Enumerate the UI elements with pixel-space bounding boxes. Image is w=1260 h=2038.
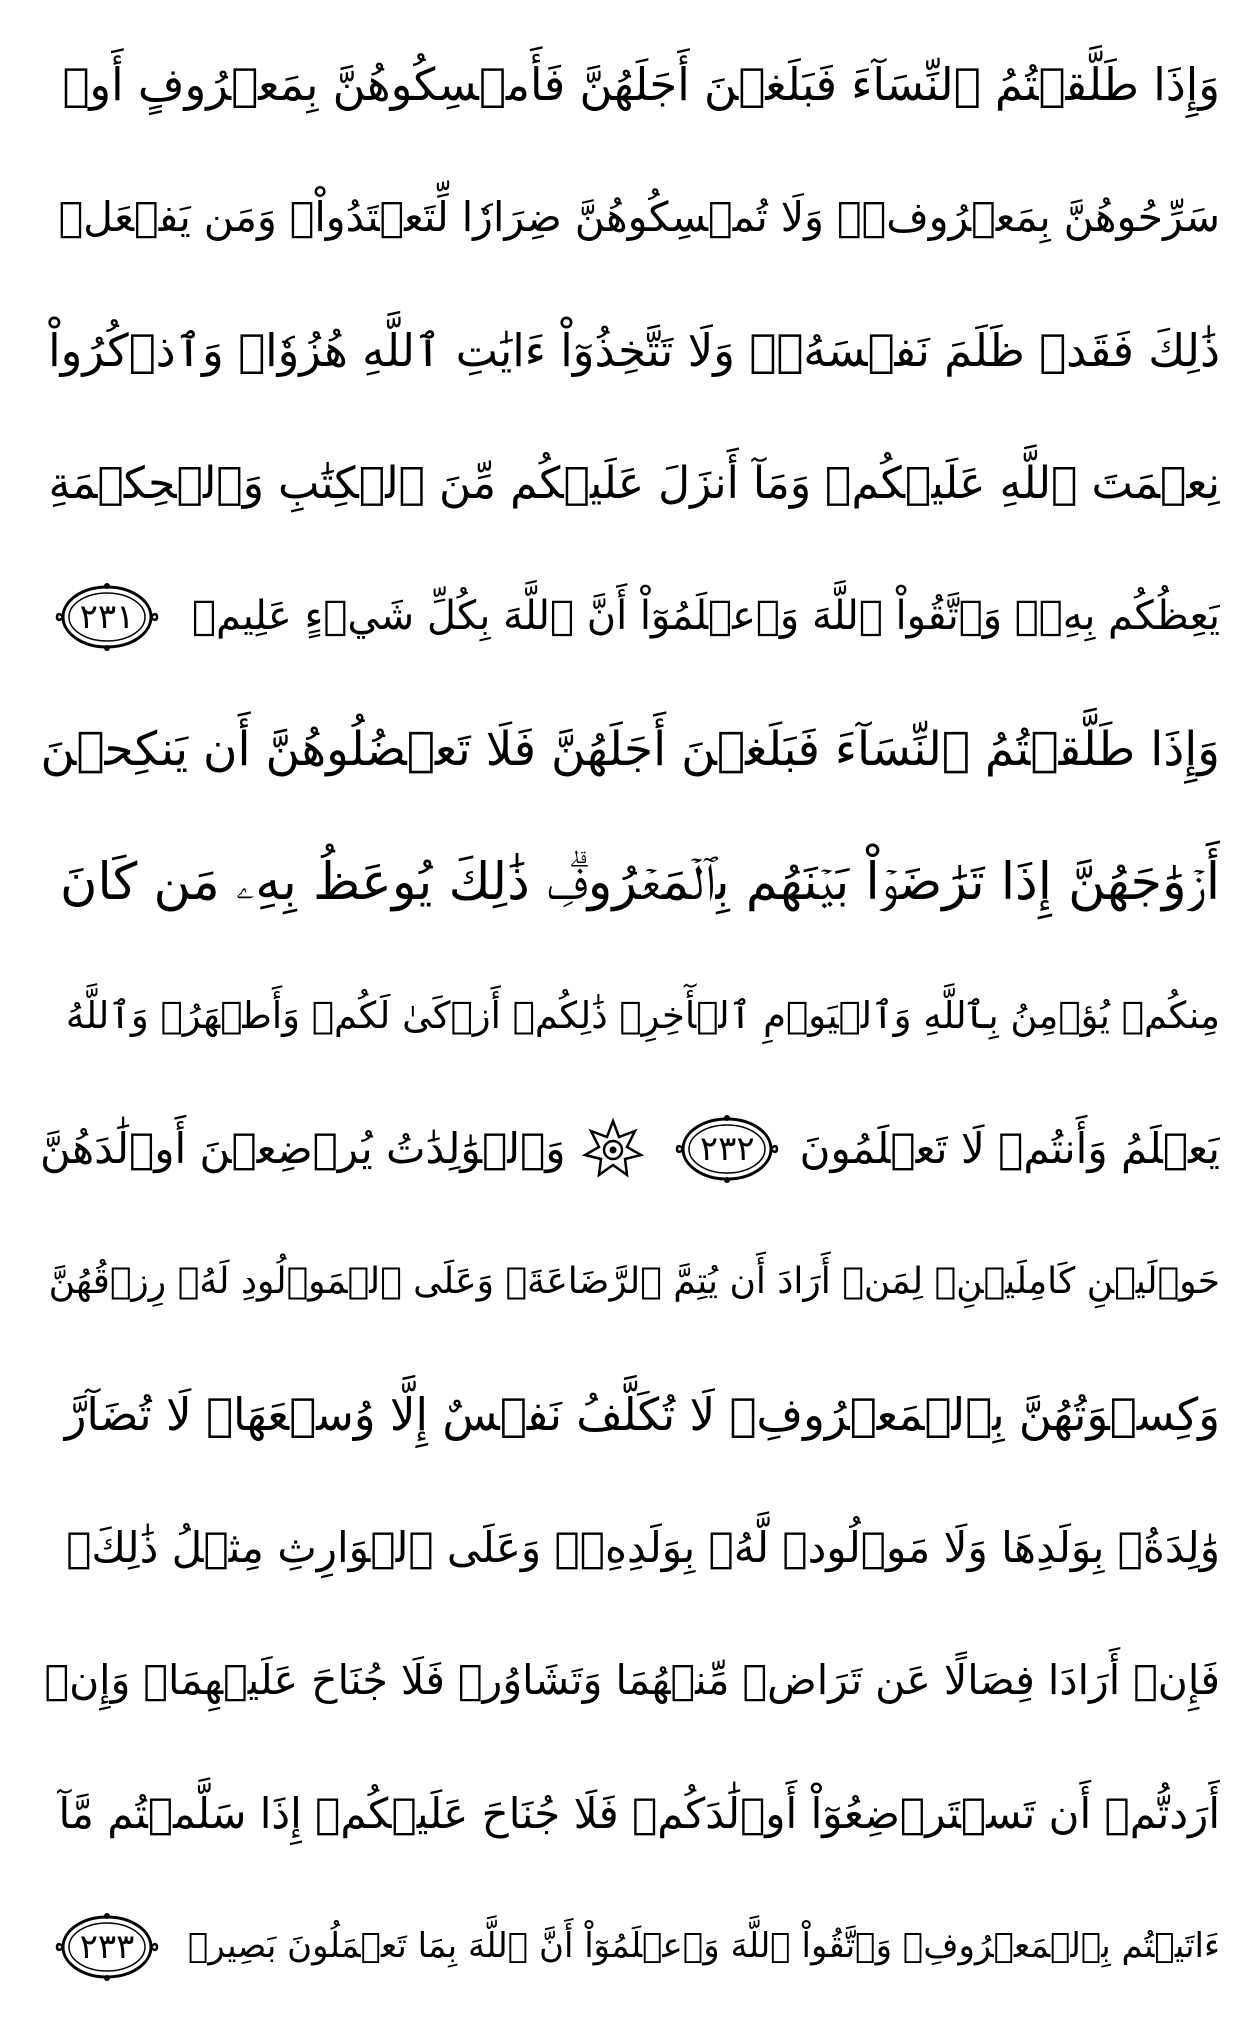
verse-line-7 xyxy=(40,816,1220,949)
verse-line-1 xyxy=(40,18,1220,151)
verse-line-3 xyxy=(40,284,1220,417)
verse-text: يَعۡلَمُ وَأَنتُمۡ لَا تَعۡلَمُونَ xyxy=(799,1124,1220,1173)
verse-text: فَإِنۡ أَرَادَا فِصَالًا عَن تَرَاضٖ مِّنۡهُمَا وَتَشَاوُرٖ فَلَا جُنَاحَ عَلَيۡهِمَاۗ وَإِنۡ xyxy=(44,1656,1220,1704)
verse-line-6 xyxy=(40,683,1220,816)
mushaf-page xyxy=(40,18,1220,2018)
verse-line-10 xyxy=(40,1215,1220,1348)
verse-text: وَٰلِدَةُۢ بِوَلَدِهَا وَلَا مَوۡلُودٞ لَّهُۥ بِوَلَدِهِۦۚ وَعَلَى ٱلۡوَارِثِ مِثۡلُ ذَٰلِكَۗ xyxy=(66,1523,1220,1572)
verse-line-9 xyxy=(40,1082,1220,1215)
verse-line-5 xyxy=(40,550,1220,683)
verse-line-15 xyxy=(40,1880,1220,2013)
verse-line-4 xyxy=(40,417,1220,550)
verse-text: وَكِسۡوَتُهُنَّ بِٱلۡمَعۡرُوفِۚ لَا تُكَلَّفُ نَفۡسٌ إِلَّا وُسۡعَهَاۚ لَا تُضَآرَّ xyxy=(64,1388,1220,1441)
ayah-end-marker xyxy=(48,1911,166,1983)
verse-line-11 xyxy=(40,1348,1220,1481)
verse-text: ذَٰلِكَ فَقَدۡ ظَلَمَ نَفۡسَهُۥۚ وَلَا تَتَّخِذُوٓاْ ءَايَٰتِ ٱللَّهِ هُزُوٗاۚ وَٱذۡكُرُواْ xyxy=(48,324,1220,377)
ayah-number: ٢٣٣ xyxy=(79,1926,135,1967)
ayah-end-marker xyxy=(668,1113,786,1185)
verse-line-12 xyxy=(40,1481,1220,1614)
verse-line-13 xyxy=(40,1614,1220,1747)
verse-text: ءَاتَيۡتُم بِٱلۡمَعۡرُوفِۗ وَٱتَّقُواْ ٱللَّهَ وَٱعۡلَمُوٓاْ أَنَّ ٱللَّهَ بِمَا تَعۡمَلُونَ بَصِيرٞ xyxy=(187,1926,1220,1966)
ayah-number: ٢٣٢ xyxy=(699,1128,755,1169)
verse-text: مِنكُمۡ يُؤۡمِنُ بِٱللَّهِ وَٱلۡيَوۡمِ ٱلۡأٓخِرِۗ ذَٰلِكُمۡ أَزۡكَىٰ لَكُمۡ وَأَطۡهَرُۚ وَٱللَّهُ xyxy=(65,994,1220,1037)
ayah-end-marker xyxy=(48,581,166,653)
verse-text: وَإِذَا طَلَّقۡتُمُ ٱلنِّسَآءَ فَبَلَغۡنَ أَجَلَهُنَّ فَلَا تَعۡضُلُوهُنَّ أَن يَنكِحۡنَ xyxy=(40,722,1220,777)
verse-text: يَعِظُكُم بِهِۦۚ وَٱتَّقُواْ ٱللَّهَ وَٱعۡلَمُوٓاْ أَنَّ ٱللَّهَ بِكُلِّ شَيۡءٍ عَلِيمٞ xyxy=(191,593,1220,639)
hizb-star-icon xyxy=(581,1117,645,1181)
verse-text: نِعۡمَتَ ٱللَّهِ عَلَيۡكُمۡ وَمَآ أَنزَلَ عَلَيۡكُم مِّنَ ٱلۡكِتَٰبِ وَٱلۡحِكۡمَةِ xyxy=(48,458,1220,509)
verse-text: وَٱلۡوَٰلِدَٰتُ يُرۡضِعۡنَ أَوۡلَٰدَهُنَّ xyxy=(40,1124,566,1173)
verse-line-14 xyxy=(40,1747,1220,1880)
ayah-number: ٢٣١ xyxy=(79,596,135,637)
verse-text: وَإِذَا طَلَّقۡتُمُ ٱلنِّسَآءَ فَبَلَغۡنَ أَجَلَهُنَّ فَأَمۡسِكُوهُنَّ بِمَعۡرُوفٍ أَوۡ xyxy=(62,58,1220,111)
verse-text: سَرِّحُوهُنَّ بِمَعۡرُوفٖۚ وَلَا تُمۡسِكُوهُنَّ ضِرَارٗا لِّتَعۡتَدُواْۚ وَمَن يَفۡعَلۡ xyxy=(58,193,1220,241)
verse-text: حَوۡلَيۡنِ كَامِلَيۡنِۖ لِمَنۡ أَرَادَ أَن يُتِمَّ ٱلرَّضَاعَةَۚ وَعَلَى ٱلۡمَوۡلُودِ لَهُۥ رِزۡقُهُنَّ xyxy=(48,1261,1220,1302)
verse-line-2 xyxy=(40,151,1220,284)
verse-text: أَرَدتُّمۡ أَن تَسۡتَرۡضِعُوٓاْ أَوۡلَٰدَكُمۡ فَلَا جُنَاحَ عَلَيۡكُمۡ إِذَا سَلَّمۡتُم مَّآ xyxy=(58,1789,1220,1838)
verse-line-8 xyxy=(40,949,1220,1082)
verse-text: أَزۡوَٰجَهُنَّ إِذَا تَرَٰضَوۡاْ بَيۡنَهُم بِٱلۡمَعۡرُوفِۗ ذَٰلِكَ يُوعَظُ بِهِۦ مَن كَانَ xyxy=(60,853,1220,912)
